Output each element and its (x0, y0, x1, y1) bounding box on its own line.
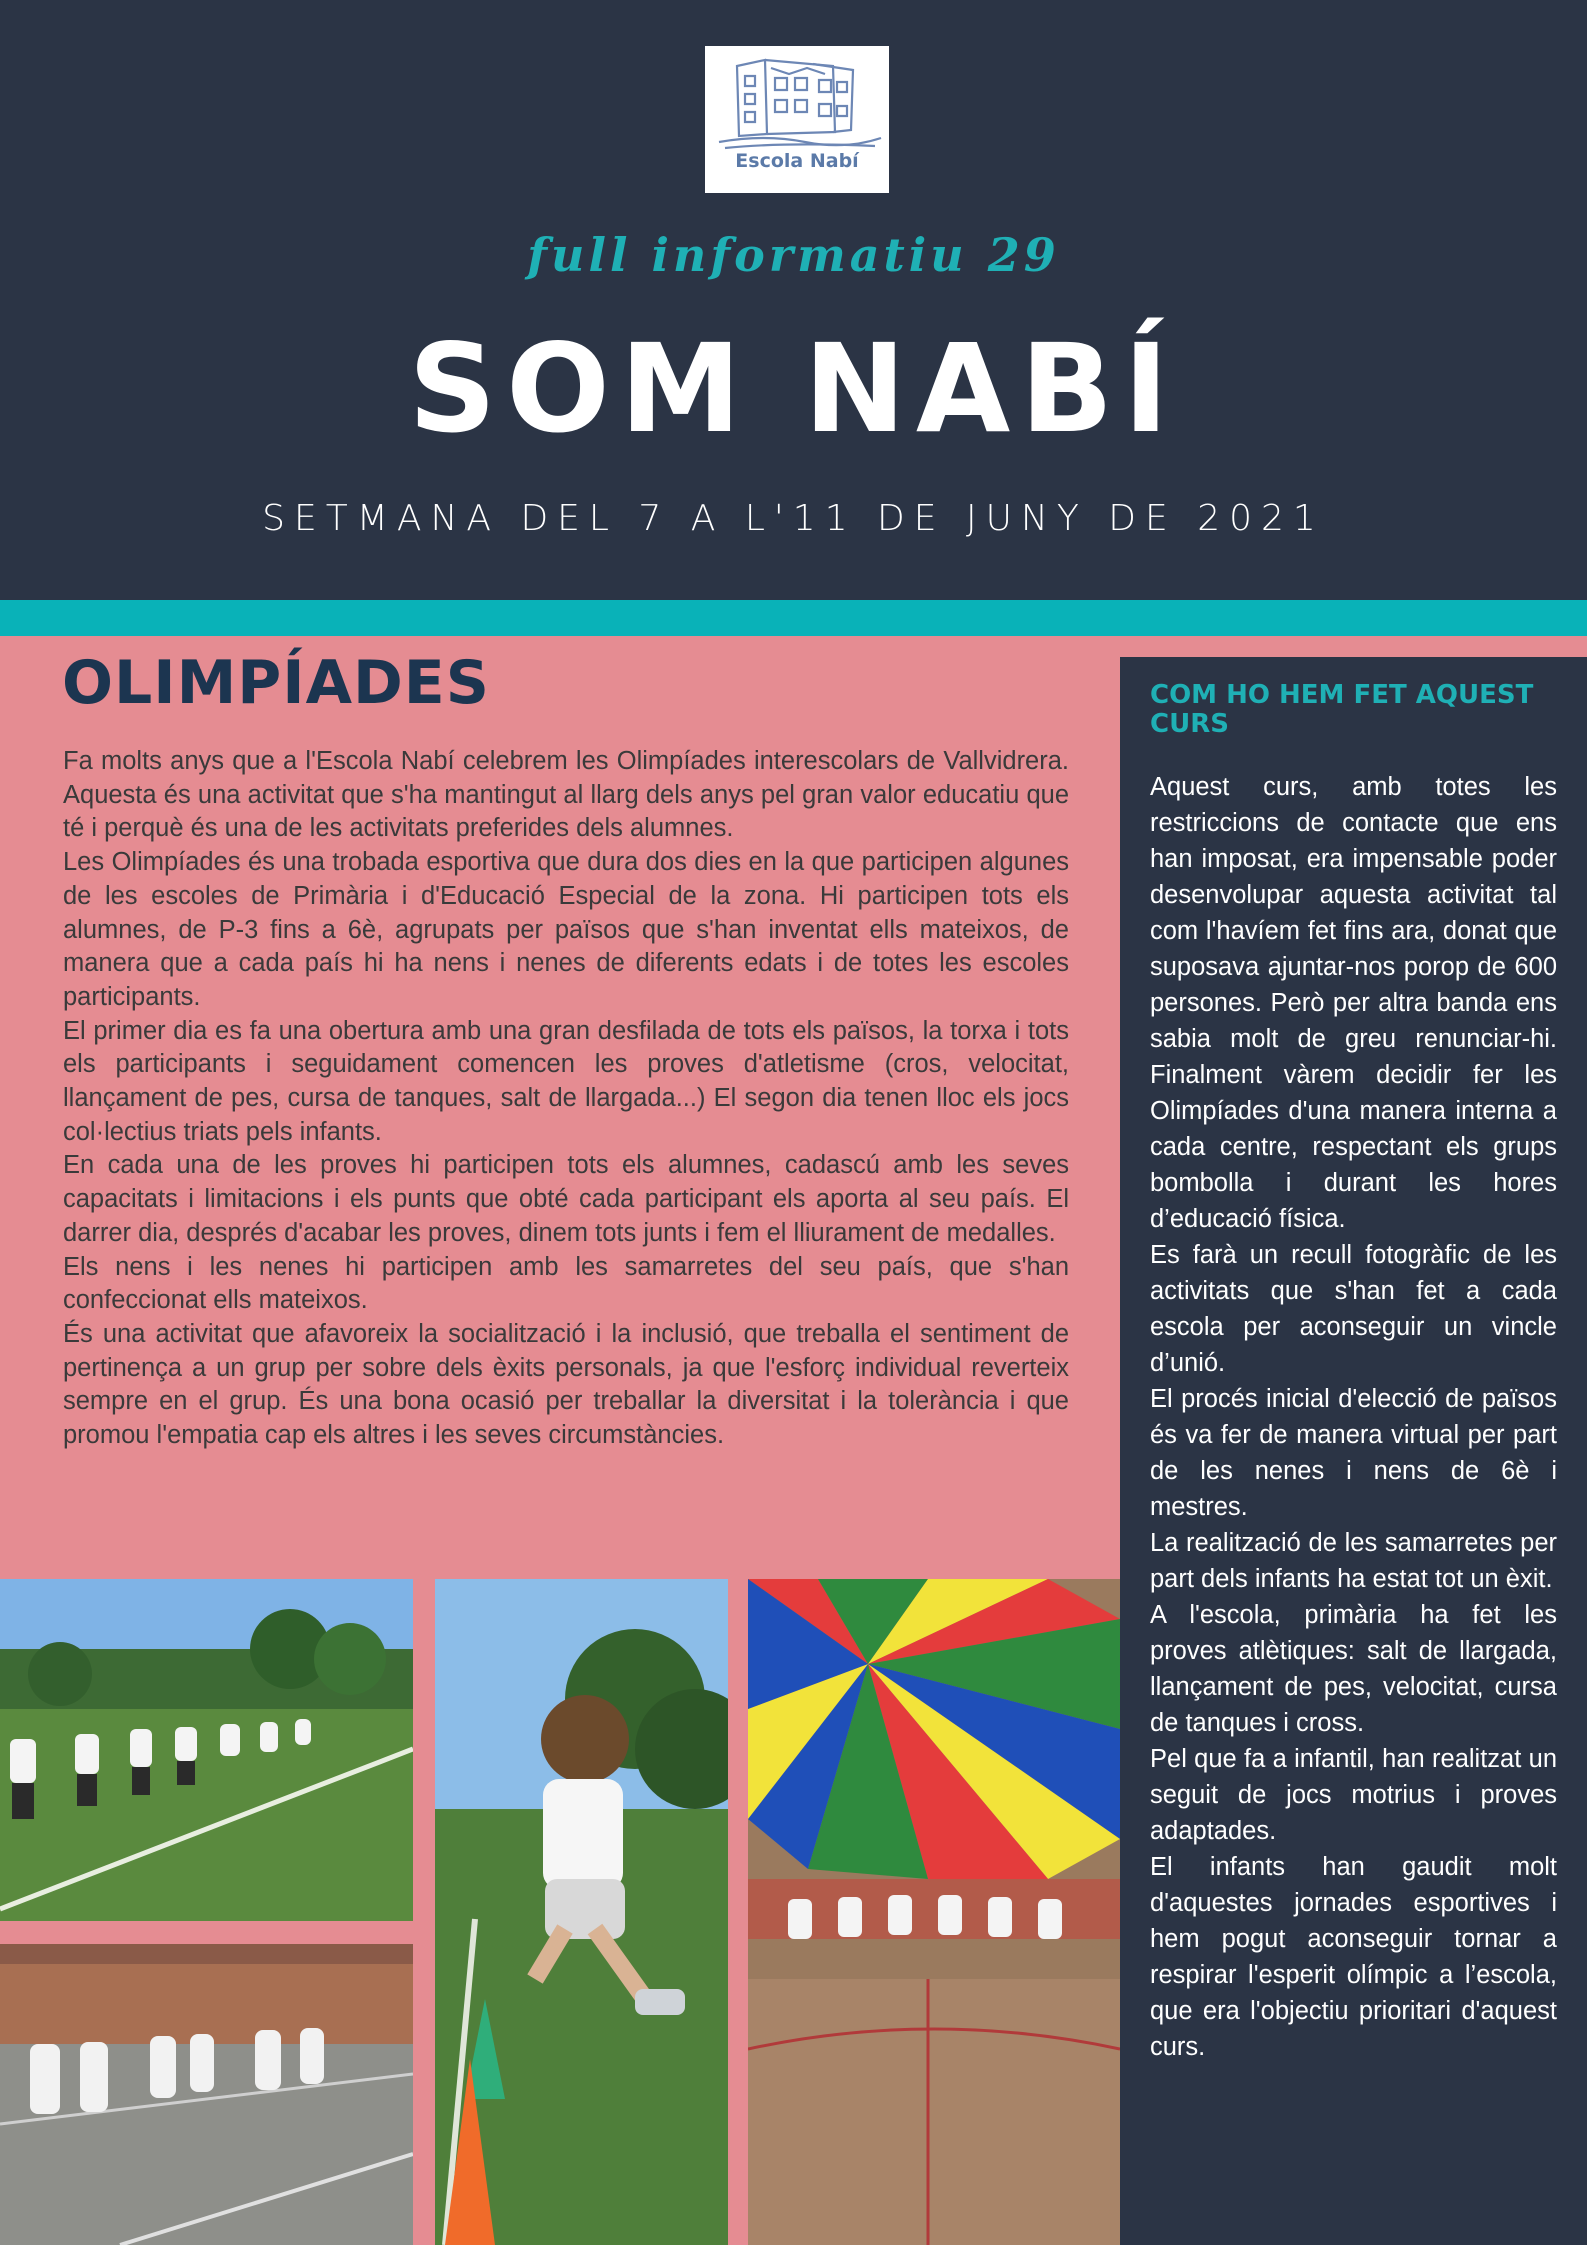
sidebar-paragraph: Pel que fa a infantil, han realitzat un seguit de jocs motrius i proves adaptades. (1150, 1745, 1557, 1845)
article-paragraph: Els nens i les nenes hi participen amb les samarretes del seu país, que s'han confeccionat ells mateixos. (63, 1252, 1069, 1315)
accent-divider (0, 600, 1587, 636)
article-body (63, 745, 1069, 1453)
logo-text: Escola Nabí (735, 150, 859, 172)
section-title: OLIMPÍADES (62, 648, 491, 718)
newsletter-subtitle: full informatiu 29 (527, 228, 1060, 282)
sidebar-paragraph: Es farà un recull fotogràfic de les activitats que s'han fet a cada escola per aconseguir un vincle d’unió. (1150, 1241, 1557, 1377)
photo-field-race (0, 1579, 413, 1921)
page-title: SOM NABÍ (408, 318, 1179, 460)
sidebar-paragraph: A l'escola, primària ha fet les proves atlètiques: salt de llargada, llançament de pes, velocitat, cursa de tanques i cross. (1150, 1601, 1557, 1737)
photo-sack-race (0, 1944, 413, 2245)
photo-parachute-game (748, 1579, 1120, 2245)
sidebar-title: COM HO HEM FET AQUEST CURS (1150, 680, 1534, 739)
sidebar-paragraph: El infants han gaudit molt d'aquestes jornades esportives i hem pogut aconseguir tornar a respirar l'esperit olímpic a l’escola, que era l'objectiu prioritari d'aquest curs. (1150, 1853, 1557, 2061)
article-paragraph: És una activitat que afavoreix la socialització i la inclusió, que treballa el sentiment de pertinença a un grup per sobre dels èxits personals, ja que l'esforç individual reverteix sempre en el grup. És una bona ocasió per treballar la diversitat i la tolerància i que promou l'empatia cap els altres i les seves circumstàncies. (63, 1319, 1069, 1450)
article-paragraph: Fa molts anys que a l'Escola Nabí celebrem les Olimpíades interescolars de Vallvidrera. Aquesta és una activitat que s'ha mantingut al llarg dels anys pel gran valor educatiu que té i perquè és una de les activitats preferides dels alumnes. (63, 747, 1069, 843)
week-dateline: SETMANA DEL 7 A L'11 DE JUNY DE 2021 (262, 498, 1325, 539)
sidebar-paragraph: La realització de les samarretes per part dels infants ha estat tot un èxit. (1150, 1529, 1557, 1593)
header-banner (0, 0, 1587, 600)
sidebar-paragraph: Aquest curs, amb totes les restriccions de contacte que ens han imposat, era impensable poder desenvolupar aquesta activitat tal com l'havíem fet fins ara, donat que suposava ajuntar-nos porop de 600 persones. Però per altra banda ens sabia molt de greu renunciar-hi. Finalment vàrem decidir fer les Olimpíades d'una manera interna a cada centre, respectant els grups bombolla i durant les hores d’educació física. (1150, 773, 1557, 1233)
sidebar-body (1150, 769, 1557, 2065)
article-paragraph: El primer dia es fa una obertura amb una gran desfilada de tots els països, la torxa i tots els participants i seguidament comencen les proves d'atletisme (cros, velocitat, llançament de pes, cursa de tanques, salt de llargada...) El segon dia tenen lloc els jocs col·lectius triats pels infants. (63, 1016, 1069, 1146)
article-paragraph: En cada una de les proves hi participen tots els alumnes, cadascú amb les seves capacitats i limitacions i els punts que obté cada participant els aporta al seu país. El darrer dia, després d'acabar les proves, dinem tots junts i fem el lliurament de medalles. (63, 1151, 1069, 1247)
photo-jumping-child (435, 1579, 728, 2245)
article-paragraph: Les Olimpíades és una trobada esportiva que dura dos dies en la que participen algunes de les escoles de Primària i d'Educació Especial de la zona. Hi participen tots els alumnes, de P-3 fins a 6è, agrupats per països que s'han inventat ells mateixos, de manera que a cada país hi ha nens i nenes de diferents edats i de totes les escoles participants. (63, 848, 1069, 1011)
sidebar-panel (1120, 657, 1587, 2245)
sidebar-paragraph: El procés inicial d'elecció de països és va fer de manera virtual per part de les nenes i nens de 6è i mestres. (1150, 1385, 1557, 1521)
school-logo (705, 46, 889, 193)
